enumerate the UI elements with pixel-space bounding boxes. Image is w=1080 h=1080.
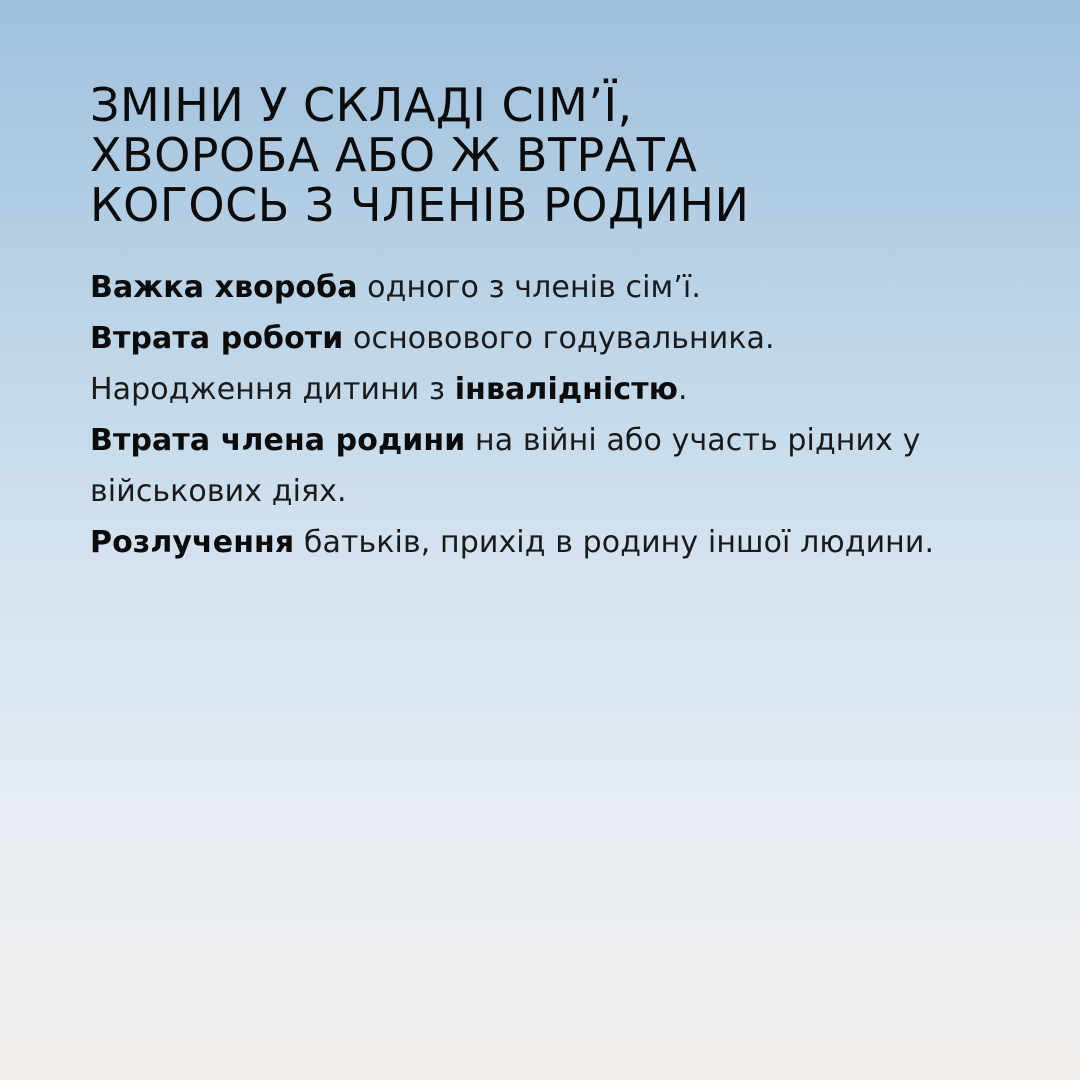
list-item-job-loss	[90, 313, 1020, 364]
title-line-1: ЗМІНИ У СКЛАДІ СІМ’Ї,	[90, 78, 633, 132]
item-text-post: на війні або участь рідних у військових діях.	[90, 423, 921, 509]
title-line-2: ХВОРОБА АБО Ж ВТРАТА	[90, 128, 698, 182]
item-text-post: батьків, прихід в родину іншої людини.	[294, 525, 935, 560]
item-text-bold: Розлучення	[90, 525, 295, 560]
list-item-divorce	[90, 517, 1020, 568]
list-item-war-loss	[90, 415, 1020, 517]
slide-title	[90, 80, 1010, 230]
item-text-post: основового годувальника.	[343, 321, 775, 356]
body-list	[90, 262, 1020, 568]
item-text-bold: інвалідністю	[454, 372, 679, 407]
title-line-3: КОГОСЬ З ЧЛЕНІВ РОДИНИ	[90, 178, 750, 232]
item-text-post: .	[678, 372, 688, 407]
item-text-post: одного з членів сім’ї.	[357, 270, 701, 305]
item-text-bold: Втрата члена родини	[90, 423, 466, 458]
list-item-child-disability	[90, 364, 1020, 415]
item-text-bold: Важка хвороба	[90, 270, 358, 305]
item-text-bold: Втрата роботи	[90, 321, 344, 356]
list-item-serious-illness	[90, 262, 1020, 313]
item-text-pre: Народження дитини з	[90, 372, 455, 407]
